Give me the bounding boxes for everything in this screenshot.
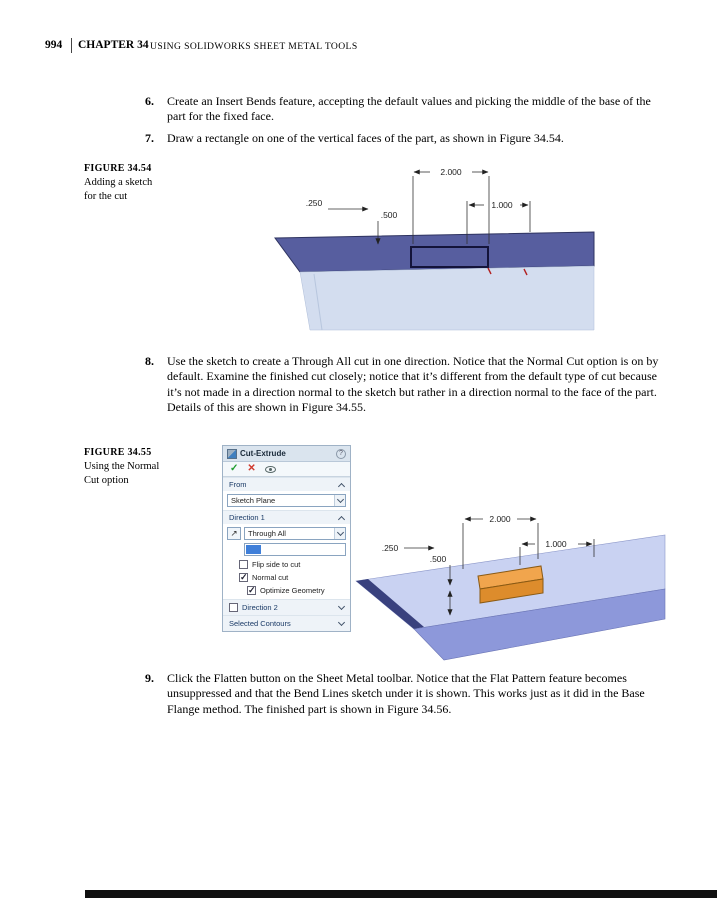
flip-side-label: Flip side to cut — [252, 560, 301, 569]
step-7 — [145, 131, 665, 146]
reverse-direction-button[interactable]: ↗ — [227, 527, 241, 540]
flip-side-checkbox[interactable] — [239, 560, 248, 569]
depth-input[interactable] — [244, 543, 346, 556]
cut-extrude-icon — [227, 449, 237, 459]
normal-cut-label: Normal cut — [252, 573, 289, 582]
optimize-geometry-checkbox[interactable] — [247, 586, 256, 595]
direction1-label: Direction 1 — [229, 513, 265, 522]
part-front-face — [300, 266, 594, 330]
direction2-label: Direction 2 — [242, 603, 278, 612]
dimension-right-label: 1.000 — [491, 200, 513, 210]
step-number: 6. — [145, 94, 154, 108]
dimension-width-label: 2.000 — [440, 167, 462, 177]
dimension-offset-label: .250 — [305, 198, 323, 208]
from-dropdown[interactable] — [227, 494, 346, 507]
preview-eye-icon[interactable] — [265, 466, 276, 473]
selected-text-highlight — [246, 545, 261, 554]
header-divider — [71, 38, 72, 53]
chapter-title: USING SOLIDWORKS SHEET METAL TOOLS — [150, 41, 358, 52]
step-text: Draw a rectangle on one of the vertical faces of the part, as shown in Figure 34.54. — [167, 131, 564, 145]
help-icon[interactable]: ? — [336, 449, 346, 459]
figure-55-caption — [84, 460, 159, 487]
step-8 — [145, 354, 665, 416]
step-number: 7. — [145, 131, 154, 145]
chevron-up-icon — [338, 482, 345, 489]
step-text: Create an Insert Bends feature, accepting the default values and picking the middle of the base of the part for the fixed face. — [167, 94, 651, 124]
cut-extrude-property-manager — [222, 445, 351, 632]
chevron-down-icon — [338, 619, 345, 626]
caption-line: Cut option — [84, 474, 129, 486]
end-condition-value: Through All — [248, 529, 286, 538]
chapter-label: CHAPTER 34 — [78, 39, 149, 51]
dimension-height-label: .500 — [380, 210, 398, 220]
dropdown-arrow — [334, 495, 345, 506]
figure-54-label: FIGURE 34.54 — [84, 163, 152, 174]
end-condition-dropdown[interactable] — [244, 527, 346, 540]
from-label: From — [229, 480, 247, 489]
dimension-offset-label: .250 — [381, 543, 399, 553]
dimension-right-label: 1.000 — [545, 539, 567, 549]
figure-55-label: FIGURE 34.55 — [84, 447, 152, 458]
optimize-geometry-label: Optimize Geometry — [260, 586, 325, 595]
step-9 — [145, 671, 665, 717]
cancel-button[interactable]: ✕ — [247, 463, 256, 474]
figure-54-image — [262, 158, 596, 333]
direction2-section-header[interactable] — [223, 599, 350, 615]
direction2-checkbox[interactable] — [229, 603, 238, 612]
page-footer-bar — [85, 890, 717, 898]
caption-line: for the cut — [84, 190, 128, 202]
step-number: 8. — [145, 354, 154, 368]
caption-line: Adding a sketch — [84, 177, 153, 188]
figure-54-caption — [84, 176, 152, 203]
ok-button[interactable]: ✓ — [230, 463, 239, 474]
chevron-up-icon — [338, 515, 345, 522]
panel-action-bar — [223, 462, 350, 477]
dimension-height-label: .500 — [429, 554, 447, 564]
normal-cut-checkbox[interactable] — [239, 573, 248, 582]
figure-55-image — [352, 497, 667, 665]
selected-contours-label: Selected Contours — [229, 619, 291, 628]
step-number: 9. — [145, 671, 154, 685]
from-section-header[interactable] — [223, 477, 350, 491]
selected-contours-section-header[interactable] — [223, 615, 350, 631]
panel-title-bar — [223, 446, 350, 462]
dimension-width-label: 2.000 — [489, 514, 511, 524]
chevron-down-icon — [338, 603, 345, 610]
caption-line: Using the Normal — [84, 461, 160, 472]
direction1-section-header[interactable] — [223, 510, 350, 524]
panel-title: Cut-Extrude — [240, 449, 286, 458]
step-text: Click the Flatten button on the Sheet Metal toolbar. Notice that the Flat Pattern feature becomes unsuppressed and that the Bend Lines sketch under it is shown. This works just as it did in the Base Flange method. The finished part is shown in Figure 34.56. — [167, 671, 645, 716]
from-dropdown-value: Sketch Plane — [231, 496, 276, 505]
step-6 — [145, 94, 665, 125]
dropdown-arrow — [334, 528, 345, 539]
page-number: 994 — [45, 39, 63, 51]
step-text: Use the sketch to create a Through All cut in one direction. Notice that the Normal Cut option is on by default. Examine the finished cut closely; notice that it’s different from the default type of cut because it’s not made in a direction normal to the sketch but rather in a direction normal to the face of the part. Details of this are shown in Figure 34.55. — [167, 354, 659, 415]
